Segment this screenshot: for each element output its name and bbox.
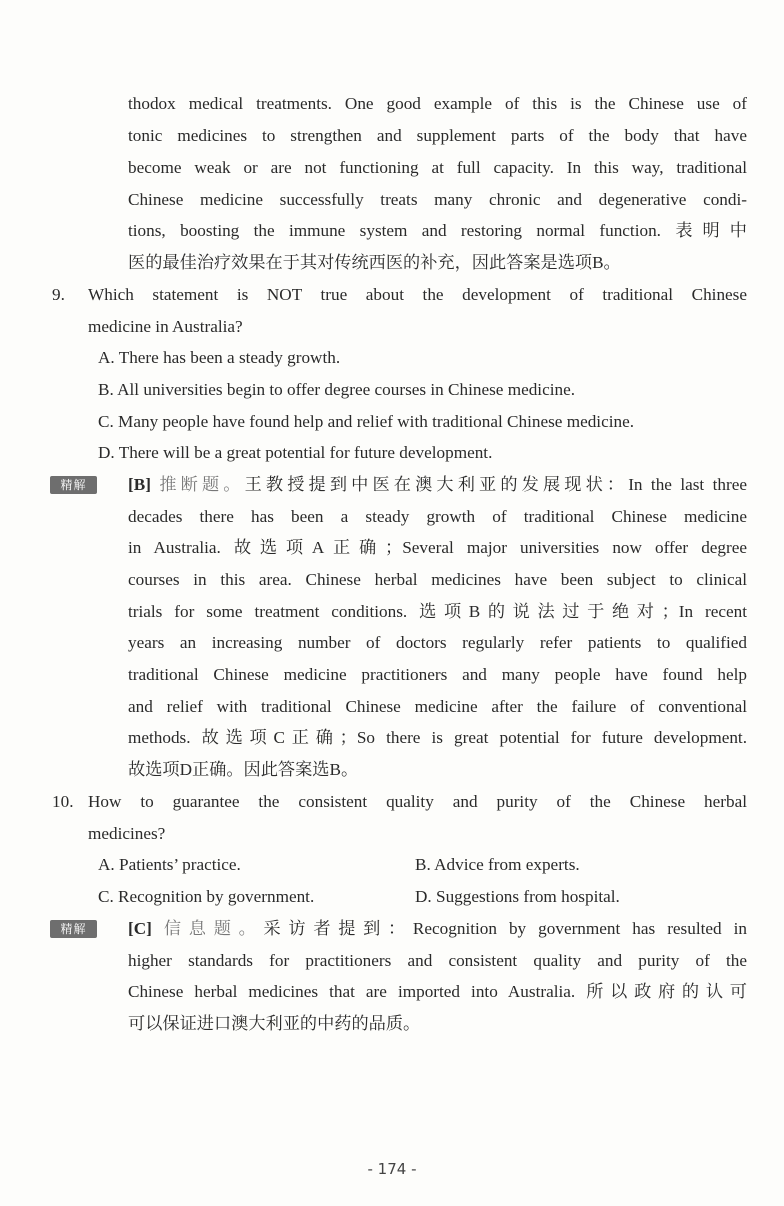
explanation-line: and relief with traditional Chinese medicine after the failure of conventional [128,697,747,716]
explanation-line: 可以保证进口澳大利亚的中药的品质。 [128,1014,421,1033]
explanation-line: Chinese herbal medicines that are imported into Australia. 所以政府的认可 [128,982,747,1001]
explanation-line: decades there has been a steady growth of traditional Chinese medicine [128,507,747,526]
question-number: 10. [52,792,74,811]
explanation-line: courses in this area. Chinese herbal medicines have been subject to clinical [128,570,747,589]
question-type: 信息题。 [163,919,264,938]
passage-line: tonic medicines to strengthen and supplement parts of the body that have [128,126,747,145]
explanation-line: methods. 故选项C正确；So there is great potential for future development. [128,728,747,747]
option-c: C. Recognition by government. [98,887,315,906]
explanation-tag: 精解 [50,920,97,938]
passage-line: thodox medical treatments. One good example of this is the Chinese use of [128,94,747,113]
passage-line: tions, boosting the immune system and restoring normal function. 表明中 [128,221,747,240]
option-a: A. Patients’ practice. [98,855,241,874]
option-b: B. All universities begin to offer degree courses in Chinese medicine. [98,380,575,399]
question-text: medicines? [88,824,166,843]
option-a: A. There has been a steady growth. [98,348,341,367]
answer-label: [B] [128,475,151,494]
explanation-tag: 精解 [50,476,97,494]
question-type: 推断题。 [159,475,245,494]
explanation-text: 采访者提到：Recognition by government has resulted in [263,919,747,938]
passage-line: Chinese medicine successfully treats many chronic and degenerative condi- [128,190,747,209]
answer-label: [C] [128,919,152,938]
explanation-line: 故选项D正确。因此答案选B。 [128,760,359,779]
option-c: C. Many people have found help and relief with traditional Chinese medicine. [98,412,635,431]
question-text: How to guarantee the consistent quality and purity of the Chinese herbal [88,792,747,811]
explanation-line: years an increasing number of doctors regularly refer patients to qualified [128,633,747,652]
explanation-line [128,913,747,945]
passage-line: become weak or are not functioning at full capacity. In this way, traditional [128,158,747,177]
option-b: B. Advice from experts. [415,855,580,874]
option-d: D. Suggestions from hospital. [415,887,620,906]
explanation-line: traditional Chinese medicine practitioners and many people have found help [128,665,747,684]
option-d: D. There will be a great potential for future development. [98,443,493,462]
explanation-line [128,469,747,501]
explanation-line: trials for some treatment conditions. 选项B的说法过于绝对；In recent [128,602,747,621]
question-number: 9. [52,285,65,304]
question-text: Which statement is NOT true about the development of traditional Chinese [88,285,747,304]
explanation-line: higher standards for practitioners and consistent quality and purity of the [128,951,747,970]
question-text: medicine in Australia? [88,317,243,336]
passage-line: 医的最佳治疗效果在于其对传统西医的补充，因此答案是选项B。 [128,253,621,272]
explanation-text: 王教授提到中医在澳大利亚的发展现状：In the last three [244,475,747,494]
page-number: - 174 - [367,1160,417,1178]
explanation-line: in Australia. 故选项A正确；Several major universities now offer degree [128,538,747,557]
